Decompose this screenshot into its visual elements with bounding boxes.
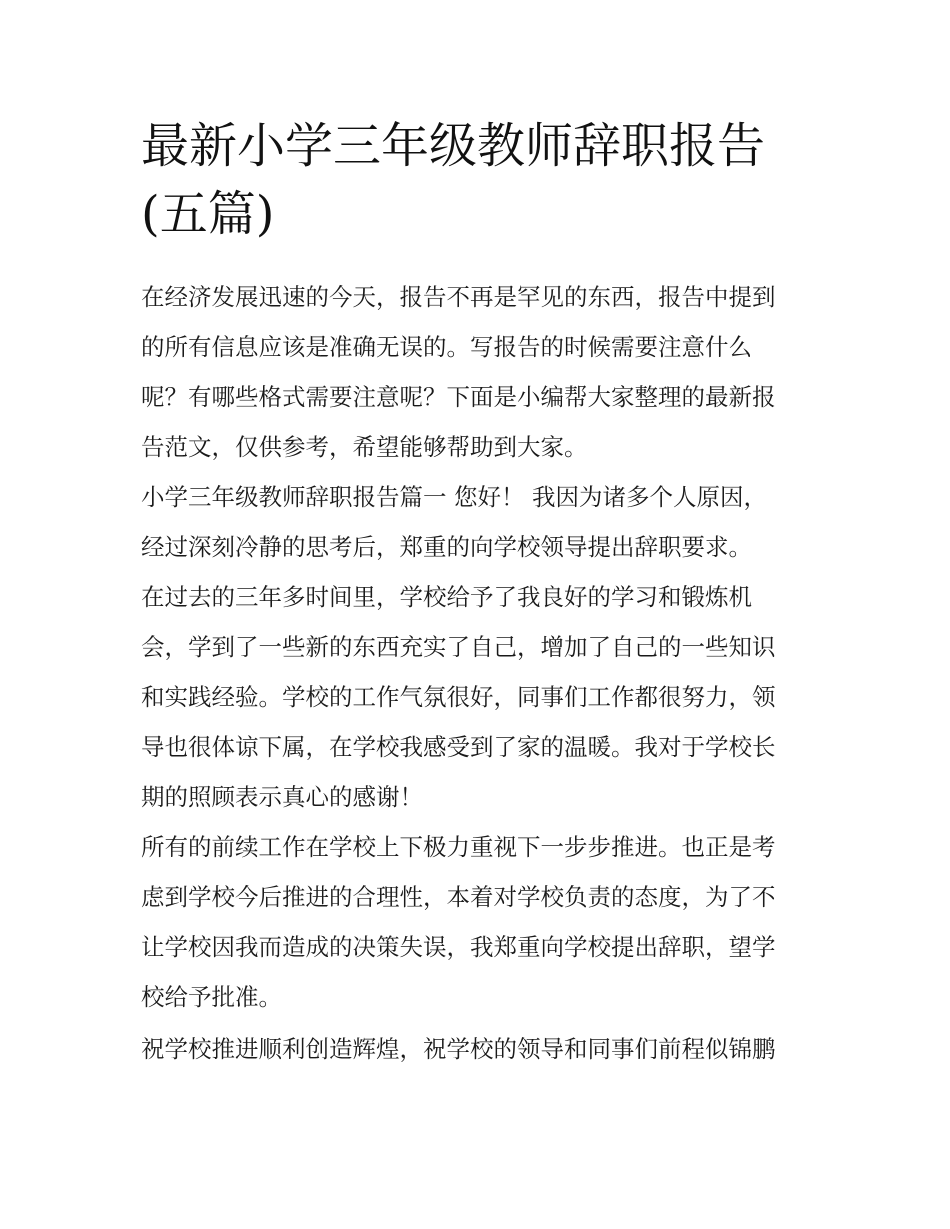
document-body bbox=[141, 112, 813, 1074]
text-line: 校给予批准。 bbox=[141, 983, 282, 1011]
body-paragraph bbox=[141, 822, 813, 1022]
text-line: 在经济发展迅速的今天，报告不再是罕见的东西，报告中提到 bbox=[141, 283, 776, 311]
title-line: (五篇) bbox=[141, 186, 275, 242]
body-paragraph bbox=[141, 572, 813, 822]
text-line: 在过去的三年多时间里，学校给予了我良好的学习和锻炼机 bbox=[141, 583, 752, 611]
text-line: 呢？有哪些格式需要注意呢？下面是小编帮大家整理的最新报 bbox=[141, 383, 776, 411]
title-line: 最新小学三年级教师辞职报告 bbox=[141, 118, 766, 174]
text-line: 虑到学校今后推进的合理性，本着对学校负责的态度，为了不 bbox=[141, 883, 776, 911]
text-line: 和实践经验。学校的工作气氛很好，同事们工作都很努力，领 bbox=[141, 683, 776, 711]
document-title bbox=[141, 112, 813, 248]
text-line: 期的照顾表示真心的感谢！ bbox=[141, 783, 423, 811]
text-line: 让学校因我而造成的决策失误，我郑重向学校提出辞职，望学 bbox=[141, 933, 776, 961]
text-line: 告范文，仅供参考，希望能够帮助到大家。 bbox=[141, 433, 588, 461]
text-line: 会，学到了一些新的东西充实了自己，增加了自己的一些知识 bbox=[141, 633, 776, 661]
text-line: 的所有信息应该是准确无误的。写报告的时候需要注意什么 bbox=[141, 333, 752, 361]
text-line: 经过深刻冷静的思考后，郑重的向学校领导提出辞职要求。 bbox=[141, 533, 752, 561]
greeting-paragraph bbox=[141, 472, 813, 572]
text-line: 导也很体谅下属，在学校我感受到了家的温暖。我对于学校长 bbox=[141, 733, 776, 761]
text-line: 祝学校推进顺利创造辉煌，祝学校的领导和同事们前程似锦鹏 bbox=[141, 1035, 776, 1063]
closing-paragraph bbox=[141, 1024, 813, 1074]
text-line: 小学三年级教师辞职报告篇一 您好！ 我因为诸多个人原因， bbox=[141, 483, 767, 511]
text-line: 所有的前续工作在学校上下极力重视下一步步推进。也正是考 bbox=[141, 833, 776, 861]
intro-paragraph bbox=[141, 272, 813, 472]
